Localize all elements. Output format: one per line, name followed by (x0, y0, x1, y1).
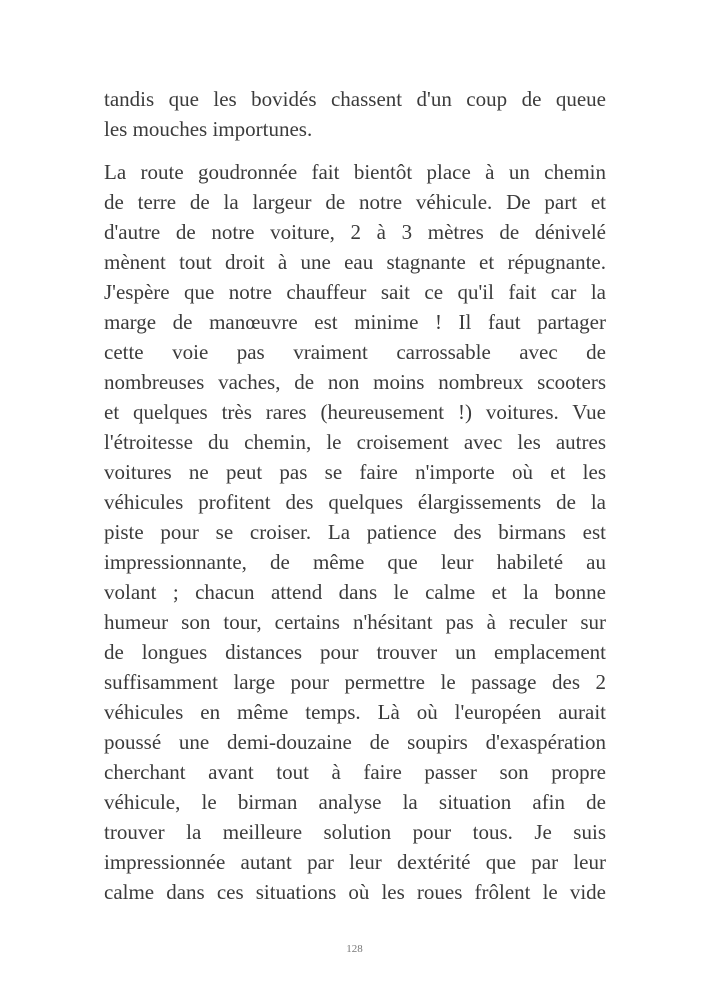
text-line: marge de manœuvre est minime ! Il faut partager (104, 310, 606, 334)
text-line: trouver la meilleure solution pour tous. Je suis (104, 820, 606, 844)
text-line: véhicules profitent des quelques élargissements de la (104, 490, 606, 514)
text-line: de longues distances pour trouver un emplacement (104, 640, 606, 664)
text-line: piste pour se croiser. La patience des birmans est (104, 520, 606, 544)
page-number: 128 (346, 943, 363, 955)
text-line: humeur son tour, certains n'hésitant pas à reculer sur (104, 610, 606, 634)
text-line: suffisamment large pour permettre le passage des 2 (104, 670, 606, 694)
text-line: volant ; chacun attend dans le calme et la bonne (104, 580, 606, 604)
paragraph-1 (104, 84, 606, 144)
text-line: cette voie pas vraiment carrossable avec de (104, 340, 606, 364)
text-line: de terre de la largeur de notre véhicule. De part et (104, 190, 606, 214)
text-line: La route goudronnée fait bientôt place à un chemin (104, 160, 606, 184)
text-line: voitures ne peut pas se faire n'importe où et les (104, 460, 606, 484)
text-line: véhicule, le birman analyse la situation afin de (104, 790, 606, 814)
text-line: calme dans ces situations où les roues frôlent le vide (104, 880, 606, 904)
paragraph-2 (104, 157, 606, 907)
text-line: poussé une demi-douzaine de soupirs d'exaspération (104, 730, 606, 754)
text-line: les mouches importunes. (104, 117, 313, 141)
text-line: nombreuses vaches, de non moins nombreux scooters (104, 370, 606, 394)
text-line: et quelques très rares (heureusement !) voitures. Vue (104, 400, 606, 424)
text-line: l'étroitesse du chemin, le croisement avec les autres (104, 430, 606, 454)
text-line: impressionnée autant par leur dextérité que par leur (104, 850, 606, 874)
text-line: mènent tout droit à une eau stagnante et répugnante. (104, 250, 606, 274)
text-line: cherchant avant tout à faire passer son propre (104, 760, 606, 784)
text-line: d'autre de notre voiture, 2 à 3 mètres de dénivelé (104, 220, 606, 244)
text-line: impressionnante, de même que leur habileté au (104, 550, 606, 574)
text-line: tandis que les bovidés chassent d'un coup de queue (104, 87, 606, 111)
text-line: J'espère que notre chauffeur sait ce qu'il fait car la (104, 280, 606, 304)
text-line: véhicules en même temps. Là où l'européen aurait (104, 700, 606, 724)
